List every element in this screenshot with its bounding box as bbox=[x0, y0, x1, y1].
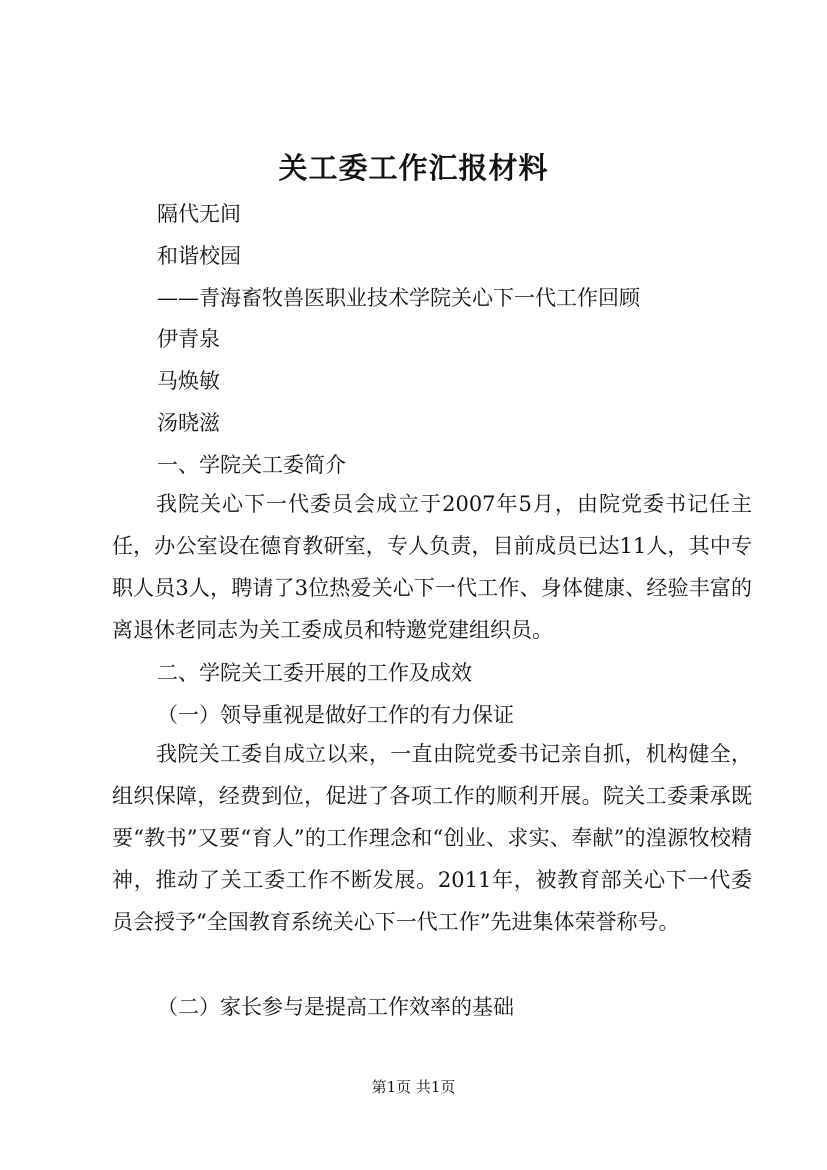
subsection-1-heading: （一）领导重视是做好工作的有力保证 bbox=[157, 703, 514, 727]
author-name-2: 马焕敏 bbox=[157, 369, 220, 393]
author-name-3: 汤晓滋 bbox=[157, 411, 220, 435]
section-2-heading: 二、学院关工委开展的工作及成效 bbox=[157, 661, 472, 685]
section-1-paragraph: 我院关心下一代委员会成立于2007年5月，由院党委书记任主任，办公室设在德育教研室，专人负责，目前成员已达11人，其中专职人员3人，聘请了3位热爱关心下一代工作、身体健康、经验丰富的离退休老同志为关工委成员和特邀党建组织员。 bbox=[112, 492, 752, 642]
author-name-1: 伊青泉 bbox=[157, 327, 220, 351]
subsection-1-paragraph: 我院关工委自成立以来，一直由院党委书记亲自抓，机构健全，组织保障，经费到位，促进了各项工作的顺利开展。院关工委秉承既要“教书”又要“育人”的工作理念和“创业、求实、奉献”的湟源牧校精神，推动了关工委工作不断发展。2011年，被教育部关心下一代委员会授予“全国教育系统关心下一代工作”先进集体荣誉称号。 bbox=[112, 742, 752, 934]
subtitle-line-2: 和谐校园 bbox=[157, 244, 241, 268]
subsection-2-heading: （二）家长参与是提高工作效率的基础 bbox=[157, 995, 514, 1019]
page-number-footer: 第1页 共1页 bbox=[371, 1078, 456, 1096]
subtitle-line-1: 隔代无间 bbox=[157, 202, 241, 226]
subtitle-line-3: ——青海畜牧兽医职业技术学院关心下一代工作回顾 bbox=[157, 286, 640, 310]
document-title: 关工委工作汇报材料 bbox=[278, 151, 549, 185]
section-1-heading: 一、学院关工委简介 bbox=[157, 453, 346, 477]
